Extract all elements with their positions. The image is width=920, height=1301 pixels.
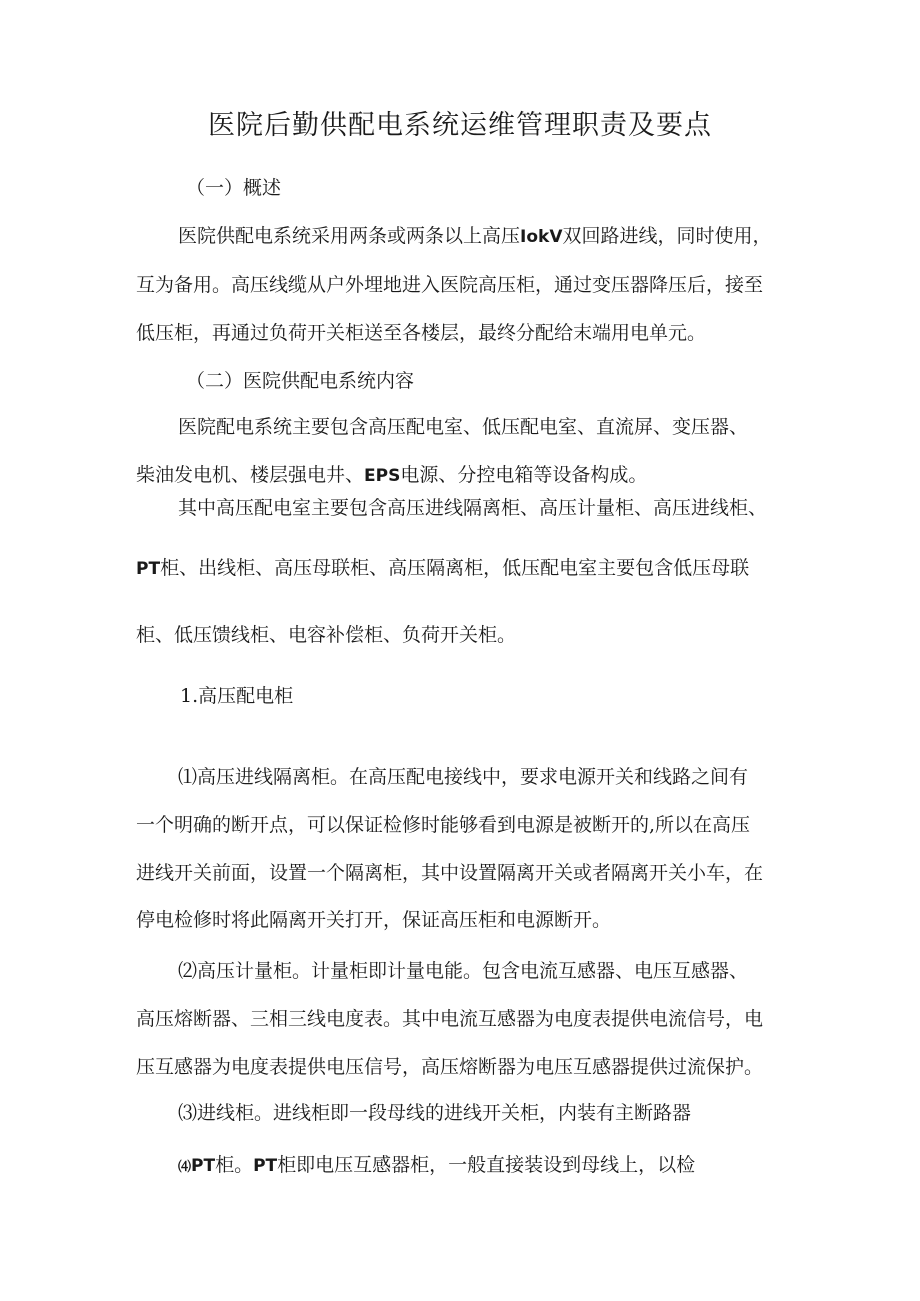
paragraph-line: 一个明确的断开点，可以保证检修时能够看到电源是被断开的,所以在高压 — [136, 814, 751, 836]
text-run-latin: ⑷ — [178, 1160, 192, 1175]
text-run-latin: PT — [136, 559, 161, 579]
text-run: 柜、出线柜、高压母联柜、高压隔离柜，低压配电室主要包含低压母联 — [160, 557, 750, 579]
text-run-latin: PT — [191, 1156, 216, 1176]
paragraph-line — [136, 555, 749, 582]
paragraph-line: 停电检修时将此隔离开关打开，保证高压柜和电源断开。 — [136, 909, 612, 931]
text-run-latin: PT — [253, 1156, 278, 1176]
paragraph-line: ⑴高压进线隔离柜。在高压配电接线中，要求电源开关和线路之间有 — [178, 766, 749, 788]
text-run: 柴油发电机、楼层强电井、 — [136, 464, 365, 486]
paragraph-line — [136, 462, 647, 489]
paragraph-line: 压互感器为电度表提供电压信号，高压熔断器为电压互感器提供过流保护。 — [136, 1056, 764, 1078]
text-run-latin: EPS — [364, 466, 401, 486]
text-run: 双回路进线，同时使用， — [562, 225, 772, 247]
text-run: 柜即电压互感器柜，一般直接装设到母线上，以检 — [277, 1154, 696, 1176]
section-heading-contents: （二）医院供配电系统内容 — [186, 370, 415, 392]
text-run-latin: IokV — [520, 227, 563, 247]
subsection-heading: 1.高压配电柜 — [180, 685, 294, 707]
paragraph-line: 医院配电系统主要包含高压配电室、低压配电室、直流屏、变压器、 — [178, 416, 749, 438]
paragraph-line: 其中高压配电室主要包含高压进线隔离柜、高压计量柜、高压进线柜、 — [178, 497, 768, 519]
document-title: 医院后勤供配电系统运维管理职责及要点 — [208, 110, 712, 141]
text-run: 电源、分控电箱等设备构成。 — [400, 464, 648, 486]
paragraph-line: ⑶进线柜。进线柜即一段母线的进线开关柜，内装有主断路器 — [178, 1102, 692, 1124]
paragraph-line: 进线开关前面，设置一个隔离柜，其中设置隔离开关或者隔离开关小车，在 — [136, 862, 764, 884]
text-run: 柜。 — [215, 1154, 254, 1176]
paragraph-line: 互为备用。高压线缆从户外埋地进入医院高压柜，通过变压器降压后，接至 — [136, 274, 764, 296]
paragraph-line — [178, 1152, 695, 1181]
paragraph-line — [178, 223, 772, 250]
paragraph-line: ⑵高压计量柜。计量柜即计量电能。包含电流互感器、电压互感器、 — [178, 960, 749, 982]
paragraph-line: 低压柜，再通过负荷开关柜送至各楼层，最终分配给末端用电单元。 — [136, 322, 707, 344]
section-heading-overview: （一）概述 — [186, 177, 282, 199]
paragraph-line: 高压熔断器、三相三线电度表。其中电流互感器为电度表提供电流信号，电 — [136, 1008, 764, 1030]
text-run: 医院供配电系统采用两条或两条以上高压 — [178, 225, 521, 247]
paragraph-line: 柜、低压馈线柜、电容补偿柜、负荷开关柜。 — [136, 624, 517, 646]
